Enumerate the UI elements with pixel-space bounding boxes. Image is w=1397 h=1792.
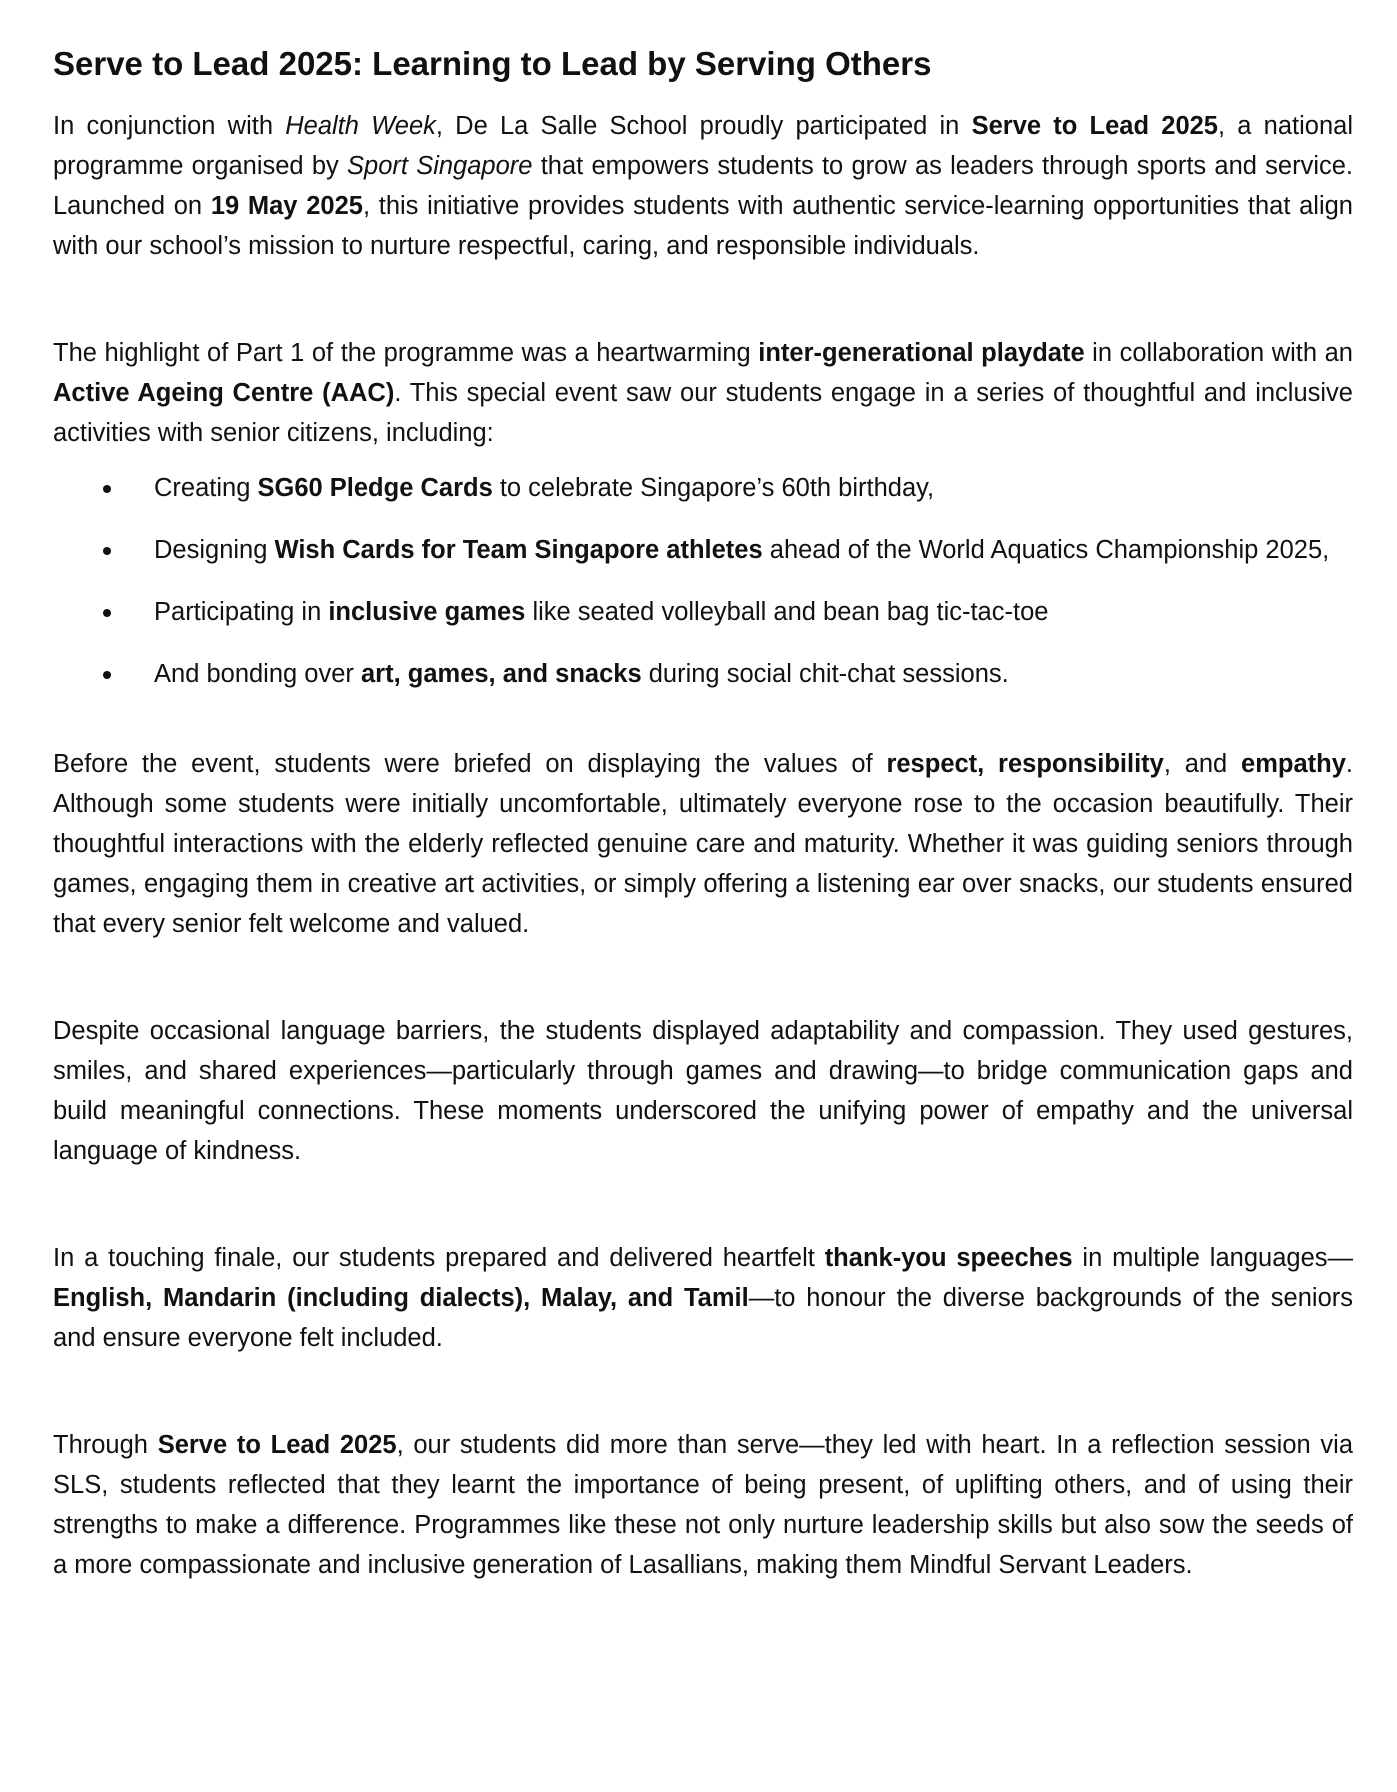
bold-text: respect, responsibility (886, 750, 1164, 778)
text-run: Creating (154, 474, 258, 502)
bold-text: inclusive games (328, 598, 526, 626)
bold-text: Serve to Lead 2025 (157, 1431, 397, 1459)
article-title: Serve to Lead 2025: Learning to Lead by Serving Others (53, 45, 932, 82)
text-run: in collaboration with an (1084, 339, 1353, 367)
text-run: Despite occasional language barriers, the students displayed adaptability and compassion. They used gestures, smiles, and shared experiences—particularly through games and drawing—to bridge communication gaps and build meaningful connections. These moments underscored the unifying power of empathy and the universal language of kindness. (53, 1017, 1353, 1165)
activity-list (53, 468, 1353, 694)
list-item (53, 468, 1353, 508)
bullet-icon (103, 671, 111, 679)
text-run: that empowers students to grow as leaders through sports and service. Launched on (53, 152, 1354, 220)
text-run: In conjunction with (53, 112, 286, 140)
text-run: . This special event saw our students engage in a series of thoughtful and inclusive activities with senior citizens, including: (53, 379, 1353, 447)
text-run: , and (1163, 750, 1242, 778)
bold-text: 19 May 2025 (210, 192, 363, 220)
text-run: Through (53, 1431, 158, 1459)
list-item (53, 654, 1353, 694)
language-paragraph (53, 1011, 1353, 1171)
text-run: And bonding over (154, 660, 361, 688)
text-run: in multiple languages— (1072, 1244, 1353, 1272)
text-run: , our students did more than serve—they led with heart. In a reflection session via SLS, students reflected that they learnt the importance of being present, of uplifting others, and of using their strengths to make a difference. Programmes like these not only nurture leadership skills but also sow the seeds of a more compassionate and inclusive generation of Lasallians, making them Mindful Servant Leaders. (53, 1431, 1353, 1579)
text-run: —to honour the diverse backgrounds of the seniors and ensure everyone felt included. (53, 1284, 1353, 1352)
text-run: . Although some students were initially uncomfortable, ultimately everyone rose to the occasion beautifully. Their thoughtful interactions with the elderly reflected genuine care and maturity. Whether it was guiding seniors through games, engaging them in creative art activities, or simply offering a listening ear over snacks, our students ensured that every senior felt welcome and valued. (53, 750, 1353, 938)
text-run: Designing (154, 536, 275, 564)
italic-text: Health Week (285, 112, 436, 140)
intro-paragraph (53, 106, 1353, 266)
text-run: to celebrate Singapore’s 60th birthday, (492, 474, 935, 502)
text-run: Participating in (154, 598, 329, 626)
bold-text: thank-you speeches (824, 1244, 1073, 1272)
text-run: In a touching finale, our students prepared and delivered heartfelt (53, 1244, 825, 1272)
list-item (53, 530, 1353, 570)
bold-text: Wish Cards for Team Singapore athletes (274, 536, 763, 564)
text-run: ahead of the World Aquatics Championship 2025, (762, 536, 1330, 564)
bold-text: Active Ageing Centre (AAC) (53, 379, 395, 407)
text-run: , a national programme organised by (53, 112, 1354, 180)
list-item (53, 592, 1353, 632)
text-run: , De La Salle School proudly participated in (435, 112, 972, 140)
text-run: during social chit-chat sessions. (641, 660, 1009, 688)
conclusion-paragraph (53, 1425, 1353, 1585)
values-paragraph (53, 744, 1353, 944)
bold-text: empathy (1241, 750, 1346, 778)
text-run: The highlight of Part 1 of the programme was a heartwarming (53, 339, 759, 367)
bold-text: Serve to Lead 2025 (971, 112, 1218, 140)
bold-text: inter-generational playdate (758, 339, 1085, 367)
italic-text: Sport Singapore (347, 152, 533, 180)
bullet-icon (103, 609, 111, 617)
bullet-icon (103, 485, 111, 493)
bold-text: SG60 Pledge Cards (257, 474, 493, 502)
finale-paragraph (53, 1238, 1353, 1358)
bold-text: English, Mandarin (including dialects), Malay, and Tamil (53, 1284, 749, 1312)
bold-text: art, games, and snacks (361, 660, 642, 688)
text-run: Before the event, students were briefed on displaying the values of (53, 750, 887, 778)
text-run: like seated volleyball and bean bag tic-tac-toe (525, 598, 1049, 626)
text-run: , this initiative provides students with authentic service-learning opportunities that align with our school’s mission to nurture respectful, caring, and responsible individuals. (53, 192, 1353, 260)
highlight-paragraph (53, 333, 1353, 453)
bullet-icon (103, 547, 111, 555)
